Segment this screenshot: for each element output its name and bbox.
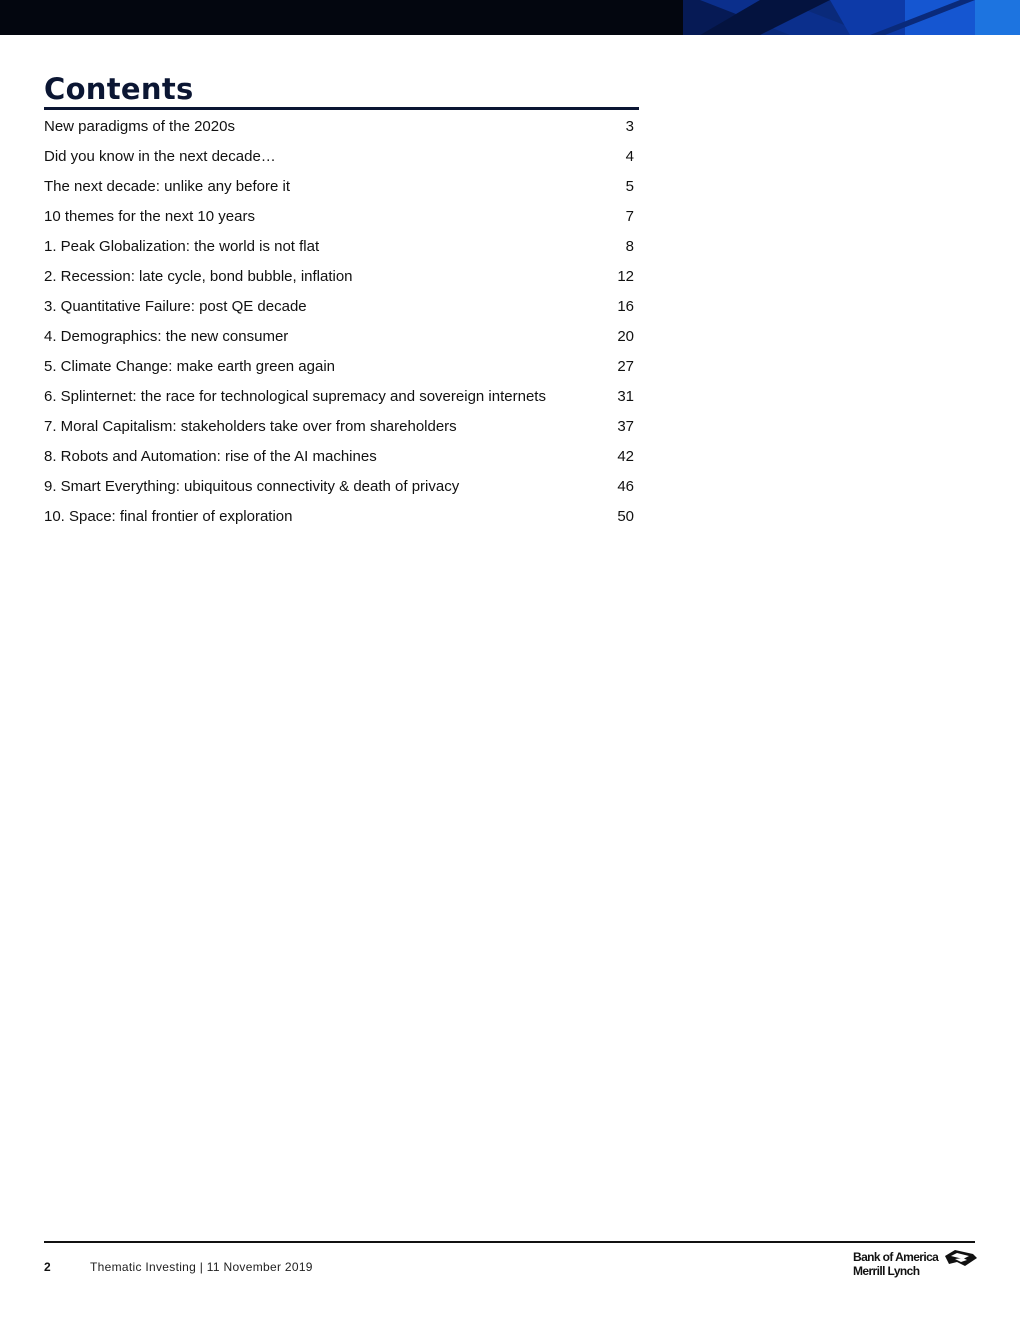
toc-entry-label: 10 themes for the next 10 years bbox=[44, 207, 255, 225]
table-of-contents bbox=[44, 111, 634, 531]
toc-entry[interactable] bbox=[44, 171, 634, 201]
toc-entry-label: 10. Space: final frontier of exploration bbox=[44, 507, 293, 525]
logo-line-1: Bank of America bbox=[853, 1250, 939, 1264]
logo-wordmark bbox=[853, 1250, 938, 1278]
toc-entry-label: 9. Smart Everything: ubiquitous connectivity & death of privacy bbox=[44, 477, 460, 495]
toc-entry[interactable] bbox=[44, 321, 634, 351]
toc-entry[interactable] bbox=[44, 261, 634, 291]
toc-entry-label: 5. Climate Change: make earth green again bbox=[44, 357, 336, 375]
page-number: 2 bbox=[44, 1260, 51, 1274]
toc-entry-page: 46 bbox=[617, 477, 634, 495]
toc-entry-page: 3 bbox=[625, 117, 634, 135]
toc-entry-label: 3. Quantitative Failure: post QE decade bbox=[44, 297, 307, 315]
top-banner bbox=[0, 0, 1020, 35]
toc-entry[interactable] bbox=[44, 411, 634, 441]
toc-entry-label: New paradigms of the 2020s bbox=[44, 117, 235, 135]
toc-entry-label: 4. Demographics: the new consumer bbox=[44, 327, 289, 345]
toc-entry[interactable] bbox=[44, 201, 634, 231]
footer-text: Thematic Investing | 11 November 2019 bbox=[90, 1260, 313, 1274]
page-title: Contents bbox=[44, 72, 194, 106]
toc-entry[interactable] bbox=[44, 441, 634, 471]
toc-entry-page: 27 bbox=[617, 357, 634, 375]
toc-entry-label: 6. Splinternet: the race for technological supremacy and sovereign internets bbox=[44, 387, 546, 405]
toc-entry-page: 5 bbox=[625, 177, 634, 195]
flag-icon bbox=[943, 1250, 977, 1268]
toc-entry-page: 12 bbox=[617, 267, 634, 285]
toc-entry[interactable] bbox=[44, 231, 634, 261]
footer-divider bbox=[44, 1241, 975, 1243]
toc-entry-page: 7 bbox=[625, 207, 634, 225]
toc-entry[interactable] bbox=[44, 291, 634, 321]
toc-entry-page: 4 bbox=[625, 147, 634, 165]
toc-entry-page: 20 bbox=[617, 327, 634, 345]
heading-divider bbox=[44, 107, 639, 110]
toc-entry-label: The next decade: unlike any before it bbox=[44, 177, 290, 195]
toc-entry[interactable] bbox=[44, 381, 634, 411]
banner-graphic bbox=[0, 0, 1020, 35]
toc-entry-page: 16 bbox=[617, 297, 634, 315]
toc-entry-label: 1. Peak Globalization: the world is not flat bbox=[44, 237, 320, 255]
toc-entry[interactable] bbox=[44, 501, 634, 531]
toc-entry-label: 7. Moral Capitalism: stakeholders take over from shareholders bbox=[44, 417, 457, 435]
toc-entry[interactable] bbox=[44, 351, 634, 381]
toc-entry-page: 31 bbox=[617, 387, 634, 405]
toc-entry-page: 42 bbox=[617, 447, 634, 465]
toc-entry[interactable] bbox=[44, 471, 634, 501]
toc-entry-page: 37 bbox=[617, 417, 634, 435]
toc-entry-page: 50 bbox=[617, 507, 634, 525]
logo-line-2: Merrill Lynch bbox=[853, 1264, 920, 1278]
toc-entry[interactable] bbox=[44, 111, 634, 141]
toc-entry-label: 2. Recession: late cycle, bond bubble, inflation bbox=[44, 267, 353, 285]
company-logo bbox=[853, 1250, 978, 1284]
toc-entry-label: Did you know in the next decade… bbox=[44, 147, 276, 165]
toc-entry-label: 8. Robots and Automation: rise of the AI machines bbox=[44, 447, 377, 465]
toc-entry[interactable] bbox=[44, 141, 634, 171]
toc-entry-page: 8 bbox=[625, 237, 634, 255]
